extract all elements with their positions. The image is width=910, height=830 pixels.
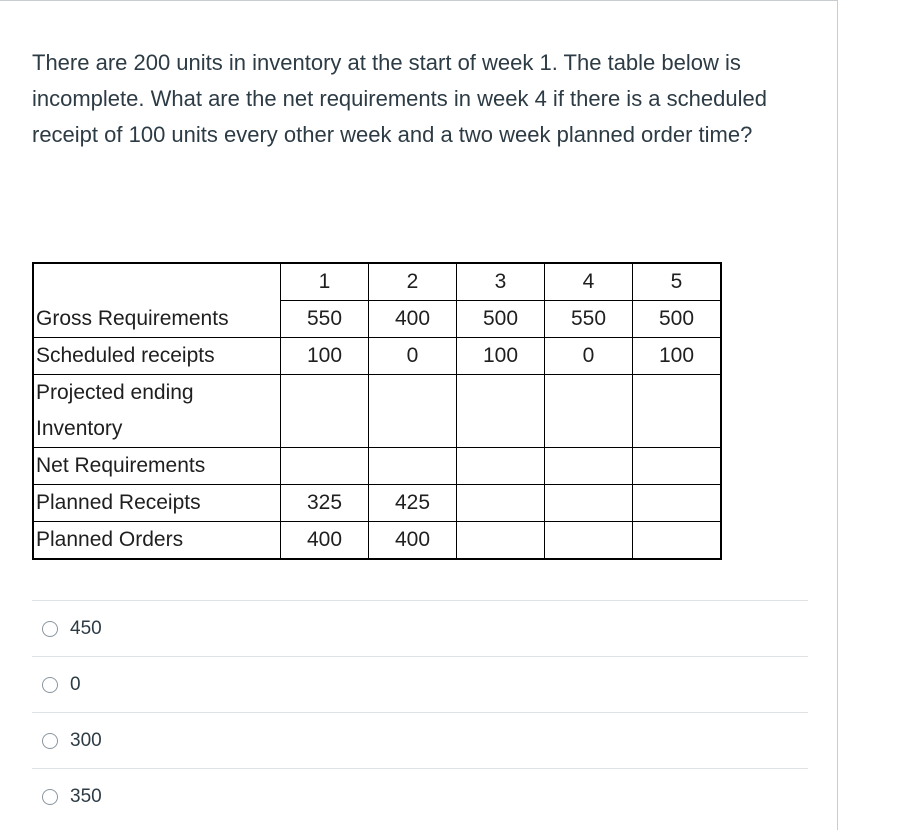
table-cell <box>545 522 633 560</box>
week-header: 4 <box>545 263 633 301</box>
answer-option[interactable] <box>32 656 808 712</box>
week-header: 2 <box>369 263 457 301</box>
row-label: Net Requirements <box>33 448 281 485</box>
table-cell <box>545 375 633 448</box>
answer-options <box>32 600 808 824</box>
mrp-table <box>32 262 722 560</box>
table-cell: 550 <box>545 301 633 338</box>
table-cell: 0 <box>545 338 633 375</box>
table-row-planned-orders <box>33 522 721 560</box>
table-cell <box>633 375 722 448</box>
table-cell: 325 <box>281 485 369 522</box>
table-row-gross-requirements <box>33 301 721 338</box>
table-cell <box>633 485 722 522</box>
answer-option[interactable] <box>32 600 808 656</box>
row-label: Scheduled receipts <box>33 338 281 375</box>
week-header: 5 <box>633 263 722 301</box>
table-cell: 0 <box>369 338 457 375</box>
table-cell <box>457 375 545 448</box>
week-header: 3 <box>457 263 545 301</box>
table-cell: 400 <box>369 522 457 560</box>
radio-button[interactable] <box>42 733 58 749</box>
table-cell: 425 <box>369 485 457 522</box>
answer-label: 450 <box>70 617 102 639</box>
table-row-scheduled-receipts <box>33 338 721 375</box>
table-cell <box>369 448 457 485</box>
row-label: Planned Receipts <box>33 485 281 522</box>
table-cell <box>457 448 545 485</box>
week-header: 1 <box>281 263 369 301</box>
table-cell: 100 <box>457 338 545 375</box>
table-cell: 500 <box>633 301 722 338</box>
radio-button[interactable] <box>42 621 58 637</box>
radio-button[interactable] <box>42 677 58 693</box>
table-cell <box>457 485 545 522</box>
table-cell <box>281 448 369 485</box>
table-cell <box>633 448 722 485</box>
table-cell: 550 <box>281 301 369 338</box>
table-cell <box>545 448 633 485</box>
table-cell: 500 <box>457 301 545 338</box>
table-cell: 100 <box>281 338 369 375</box>
table-cell <box>281 375 369 448</box>
answer-label: 0 <box>70 673 81 695</box>
table-cell <box>545 485 633 522</box>
radio-button[interactable] <box>42 789 58 805</box>
answer-option[interactable] <box>32 768 808 824</box>
table-cell <box>369 375 457 448</box>
table-header-row <box>33 263 721 301</box>
row-label: Gross Requirements <box>33 301 281 338</box>
question-text: There are 200 units in inventory at the start of week 1. The table below is incomplete. What are the net requirements in week 4 if there is a scheduled receipt of 100 units every other week and a two week planned order time? <box>32 50 767 147</box>
answer-option[interactable] <box>32 712 808 768</box>
table-row-projected-ending-inventory <box>33 375 721 448</box>
answer-label: 300 <box>70 729 102 751</box>
table-cell <box>633 522 722 560</box>
table-cell <box>457 522 545 560</box>
header-empty-cell <box>33 263 281 301</box>
row-label: Planned Orders <box>33 522 281 560</box>
row-label: Projected ending Inventory <box>33 375 281 448</box>
table-cell: 100 <box>633 338 722 375</box>
table-row-planned-receipts <box>33 485 721 522</box>
table-cell: 400 <box>281 522 369 560</box>
table-row-net-requirements <box>33 448 721 485</box>
answer-label: 350 <box>70 785 102 807</box>
table-cell: 400 <box>369 301 457 338</box>
